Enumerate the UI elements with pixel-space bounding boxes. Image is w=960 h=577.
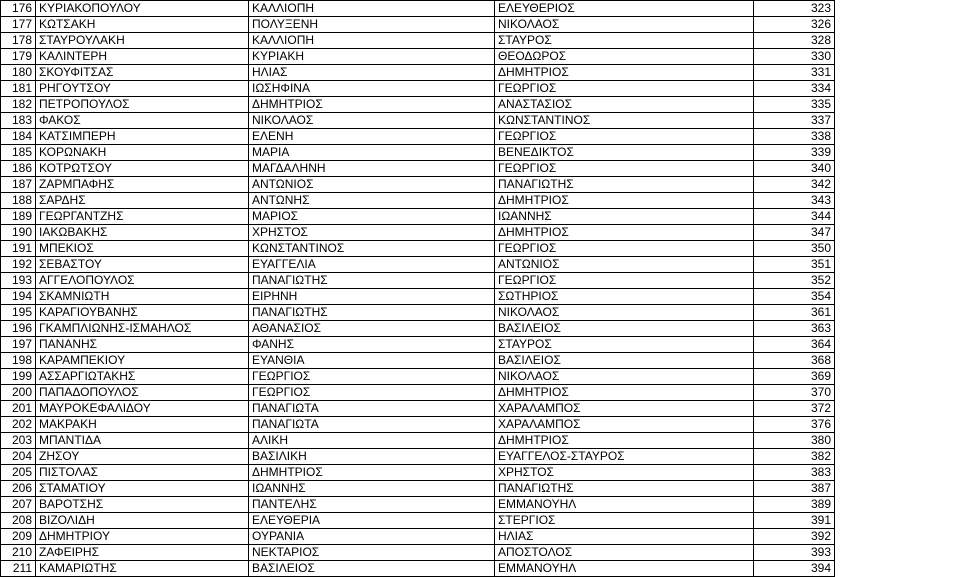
row-number-cell: 177 [1, 17, 36, 33]
first-name-cell: ΑΘΑΝΑΣΙΟΣ [249, 321, 495, 337]
table-row [1, 225, 835, 241]
surname-cell: ΣΤΑΥΡΟΥΛΑΚΗ [36, 33, 249, 49]
table-row [1, 49, 835, 65]
row-number-cell: 196 [1, 321, 36, 337]
first-name-cell: ΠΟΛΥΞΕΝΗ [249, 17, 495, 33]
surname-cell: ΑΣΣΑΡΓΙΩΤΑΚΗΣ [36, 369, 249, 385]
code-cell: 368 [754, 353, 835, 369]
father-name-cell: ΑΝΑΣΤΑΣΙΟΣ [495, 97, 754, 113]
row-number-cell: 195 [1, 305, 36, 321]
surname-cell: ΠΕΤΡΟΠΟΥΛΟΣ [36, 97, 249, 113]
first-name-cell: ΝΕΚΤΑΡΙΟΣ [249, 545, 495, 561]
first-name-cell: ΠΑΝΑΓΙΩΤΑ [249, 417, 495, 433]
father-name-cell: ΝΙΚΟΛΑΟΣ [495, 369, 754, 385]
table-row [1, 241, 835, 257]
row-number-cell: 205 [1, 465, 36, 481]
father-name-cell: ΓΕΩΡΓΙΟΣ [495, 273, 754, 289]
father-name-cell: ΕΛΕΥΘΕΡΙΟΣ [495, 1, 754, 17]
father-name-cell: ΝΙΚΟΛΑΟΣ [495, 17, 754, 33]
surname-cell: ΜΑΚΡΑΚΗ [36, 417, 249, 433]
row-number-cell: 203 [1, 433, 36, 449]
surname-cell: ΓΚΑΜΠΛΙΩΝΗΣ-ΙΣΜΑΗΛΟΣ [36, 321, 249, 337]
first-name-cell: ΕΥΑΓΓΕΛΙΑ [249, 257, 495, 273]
row-number-cell: 210 [1, 545, 36, 561]
first-name-cell: ΙΩΑΝΝΗΣ [249, 481, 495, 497]
father-name-cell: ΧΡΗΣΤΟΣ [495, 465, 754, 481]
father-name-cell: ΔΗΜΗΤΡΙΟΣ [495, 193, 754, 209]
surname-cell: ΚΑΛΙΝΤΕΡΗ [36, 49, 249, 65]
father-name-cell: ΣΤΑΥΡΟΣ [495, 337, 754, 353]
first-name-cell: ΗΛΙΑΣ [249, 65, 495, 81]
surname-cell: ΚΑΜΑΡΙΩΤΗΣ [36, 561, 249, 577]
father-name-cell: ΒΑΣΙΛΕΙΟΣ [495, 321, 754, 337]
code-cell: 326 [754, 17, 835, 33]
row-number-cell: 199 [1, 369, 36, 385]
first-name-cell: ΕΥΑΝΘΙΑ [249, 353, 495, 369]
surname-cell: ΚΑΡΑΜΠΕΚΙΟΥ [36, 353, 249, 369]
table-row [1, 337, 835, 353]
code-cell: 392 [754, 529, 835, 545]
surname-cell: ΠΙΣΤΟΛΑΣ [36, 465, 249, 481]
row-number-cell: 198 [1, 353, 36, 369]
table-row [1, 97, 835, 113]
table-row [1, 561, 835, 577]
table-row [1, 145, 835, 161]
father-name-cell: ΓΕΩΡΓΙΟΣ [495, 81, 754, 97]
table-row [1, 33, 835, 49]
father-name-cell: ΣΤΕΡΓΙΟΣ [495, 513, 754, 529]
father-name-cell: ΔΗΜΗΤΡΙΟΣ [495, 225, 754, 241]
row-number-cell: 197 [1, 337, 36, 353]
row-number-cell: 181 [1, 81, 36, 97]
table-row [1, 545, 835, 561]
first-name-cell: ΝΙΚΟΛΑΟΣ [249, 113, 495, 129]
row-number-cell: 189 [1, 209, 36, 225]
code-cell: 323 [754, 1, 835, 17]
first-name-cell: ΜΑΡΙΟΣ [249, 209, 495, 225]
code-cell: 363 [754, 321, 835, 337]
father-name-cell: ΣΤΑΥΡΟΣ [495, 33, 754, 49]
surname-cell: ΔΗΜΗΤΡΙΟΥ [36, 529, 249, 545]
father-name-cell: ΚΩΝΣΤΑΝΤΙΝΟΣ [495, 113, 754, 129]
code-cell: 393 [754, 545, 835, 561]
father-name-cell: ΓΕΩΡΓΙΟΣ [495, 161, 754, 177]
row-number-cell: 207 [1, 497, 36, 513]
first-name-cell: ΑΝΤΩΝΙΟΣ [249, 177, 495, 193]
table-row [1, 193, 835, 209]
surname-cell: ΜΑΥΡΟΚΕΦΑΛΙΔΟΥ [36, 401, 249, 417]
row-number-cell: 186 [1, 161, 36, 177]
surname-cell: ΚΩΤΣΑΚΗ [36, 17, 249, 33]
first-name-cell: ΕΛΕΝΗ [249, 129, 495, 145]
row-number-cell: 188 [1, 193, 36, 209]
first-name-cell: ΕΛΕΥΘΕΡΙΑ [249, 513, 495, 529]
code-cell: 372 [754, 401, 835, 417]
father-name-cell: ΧΑΡΑΛΑΜΠΟΣ [495, 401, 754, 417]
surname-cell: ΒΙΖΟΛΙΔΗ [36, 513, 249, 529]
code-cell: 361 [754, 305, 835, 321]
records-table-body [1, 1, 835, 577]
table-row [1, 385, 835, 401]
table-row [1, 433, 835, 449]
code-cell: 352 [754, 273, 835, 289]
surname-cell: ΚΑΤΣΙΜΠΕΡΗ [36, 129, 249, 145]
first-name-cell: ΙΩΣΗΦΙΝΑ [249, 81, 495, 97]
table-row [1, 129, 835, 145]
row-number-cell: 179 [1, 49, 36, 65]
father-name-cell: ΓΕΩΡΓΙΟΣ [495, 129, 754, 145]
surname-cell: ΓΕΩΡΓΑΝΤΖΗΣ [36, 209, 249, 225]
surname-cell: ΡΗΓΟΥΤΣΟΥ [36, 81, 249, 97]
row-number-cell: 178 [1, 33, 36, 49]
table-row [1, 465, 835, 481]
code-cell: 331 [754, 65, 835, 81]
first-name-cell: ΠΑΝΑΓΙΩΤΑ [249, 401, 495, 417]
row-number-cell: 202 [1, 417, 36, 433]
code-cell: 391 [754, 513, 835, 529]
table-row [1, 273, 835, 289]
surname-cell: ΣΑΡΔΗΣ [36, 193, 249, 209]
surname-cell: ΣΚΑΜΝΙΩΤΗ [36, 289, 249, 305]
surname-cell: ΚΟΡΩΝΑΚΗ [36, 145, 249, 161]
first-name-cell: ΒΑΣΙΛΙΚΗ [249, 449, 495, 465]
code-cell: 338 [754, 129, 835, 145]
first-name-cell: ΑΝΤΩΝΗΣ [249, 193, 495, 209]
row-number-cell: 184 [1, 129, 36, 145]
surname-cell: ΙΑΚΩΒΑΚΗΣ [36, 225, 249, 241]
father-name-cell: ΔΗΜΗΤΡΙΟΣ [495, 433, 754, 449]
first-name-cell: ΑΛΙΚΗ [249, 433, 495, 449]
surname-cell: ΜΠΕΚΙΟΣ [36, 241, 249, 257]
code-cell: 344 [754, 209, 835, 225]
code-cell: 330 [754, 49, 835, 65]
father-name-cell: ΘΕΟΔΩΡΟΣ [495, 49, 754, 65]
first-name-cell: ΚΑΛΛΙΟΠΗ [249, 33, 495, 49]
row-number-cell: 182 [1, 97, 36, 113]
surname-cell: ΚΥΡΙΑΚΟΠΟΥΛΟΥ [36, 1, 249, 17]
first-name-cell: ΚΑΛΛΙΟΠΗ [249, 1, 495, 17]
first-name-cell: ΔΗΜΗΤΡΙΟΣ [249, 97, 495, 113]
table-row [1, 1, 835, 17]
first-name-cell: ΦΑΝΗΣ [249, 337, 495, 353]
table-row [1, 513, 835, 529]
surname-cell: ΖΗΣΟΥ [36, 449, 249, 465]
first-name-cell: ΧΡΗΣΤΟΣ [249, 225, 495, 241]
table-row [1, 369, 835, 385]
table-row [1, 65, 835, 81]
row-number-cell: 208 [1, 513, 36, 529]
surname-cell: ΦΑΚΟΣ [36, 113, 249, 129]
code-cell: 335 [754, 97, 835, 113]
father-name-cell: ΕΜΜΑΝΟΥΗΛ [495, 497, 754, 513]
surname-cell: ΒΑΡΟΤΣΗΣ [36, 497, 249, 513]
table-row [1, 257, 835, 273]
row-number-cell: 209 [1, 529, 36, 545]
father-name-cell: ΒΑΣΙΛΕΙΟΣ [495, 353, 754, 369]
code-cell: 342 [754, 177, 835, 193]
table-row [1, 209, 835, 225]
first-name-cell: ΚΩΝΣΤΑΝΤΙΝΟΣ [249, 241, 495, 257]
row-number-cell: 185 [1, 145, 36, 161]
code-cell: 382 [754, 449, 835, 465]
first-name-cell: ΠΑΝΤΕΛΗΣ [249, 497, 495, 513]
row-number-cell: 204 [1, 449, 36, 465]
surname-cell: ΠΑΝΑΝΗΣ [36, 337, 249, 353]
father-name-cell: ΗΛΙΑΣ [495, 529, 754, 545]
code-cell: 343 [754, 193, 835, 209]
code-cell: 376 [754, 417, 835, 433]
row-number-cell: 200 [1, 385, 36, 401]
father-name-cell: ΒΕΝΕΔΙΚΤΟΣ [495, 145, 754, 161]
row-number-cell: 191 [1, 241, 36, 257]
first-name-cell: ΟΥΡΑΝΙΑ [249, 529, 495, 545]
father-name-cell: ΠΑΝΑΓΙΩΤΗΣ [495, 481, 754, 497]
father-name-cell: ΑΝΤΩΝΙΟΣ [495, 257, 754, 273]
code-cell: 354 [754, 289, 835, 305]
code-cell: 347 [754, 225, 835, 241]
father-name-cell: ΔΗΜΗΤΡΙΟΣ [495, 385, 754, 401]
row-number-cell: 183 [1, 113, 36, 129]
first-name-cell: ΠΑΝΑΓΙΩΤΗΣ [249, 305, 495, 321]
surname-cell: ΣΕΒΑΣΤΟΥ [36, 257, 249, 273]
first-name-cell: ΠΑΝΑΓΙΩΤΗΣ [249, 273, 495, 289]
code-cell: 351 [754, 257, 835, 273]
surname-cell: ΑΓΓΕΛΟΠΟΥΛΟΣ [36, 273, 249, 289]
table-row [1, 529, 835, 545]
code-cell: 370 [754, 385, 835, 401]
code-cell: 339 [754, 145, 835, 161]
code-cell: 340 [754, 161, 835, 177]
table-row [1, 113, 835, 129]
code-cell: 350 [754, 241, 835, 257]
first-name-cell: ΕΙΡΗΝΗ [249, 289, 495, 305]
table-row [1, 449, 835, 465]
row-number-cell: 206 [1, 481, 36, 497]
row-number-cell: 190 [1, 225, 36, 241]
father-name-cell: ΓΕΩΡΓΙΟΣ [495, 241, 754, 257]
code-cell: 387 [754, 481, 835, 497]
code-cell: 337 [754, 113, 835, 129]
father-name-cell: ΙΩΑΝΝΗΣ [495, 209, 754, 225]
surname-cell: ΚΟΤΡΩΤΣΟΥ [36, 161, 249, 177]
surname-cell: ΖΑΡΜΠΑΦΗΣ [36, 177, 249, 193]
father-name-cell: ΔΗΜΗΤΡΙΟΣ [495, 65, 754, 81]
code-cell: 394 [754, 561, 835, 577]
code-cell: 389 [754, 497, 835, 513]
table-row [1, 417, 835, 433]
first-name-cell: ΜΑΓΔΑΛΗΝΗ [249, 161, 495, 177]
table-row [1, 497, 835, 513]
surname-cell: ΠΑΠΑΔΟΠΟΥΛΟΣ [36, 385, 249, 401]
surname-cell: ΜΠΑΝΤΙΔΑ [36, 433, 249, 449]
row-number-cell: 193 [1, 273, 36, 289]
father-name-cell: ΣΩΤΗΡΙΟΣ [495, 289, 754, 305]
father-name-cell: ΕΜΜΑΝΟΥΗΛ [495, 561, 754, 577]
father-name-cell: ΑΠΟΣΤΟΛΟΣ [495, 545, 754, 561]
first-name-cell: ΚΥΡΙΑΚΗ [249, 49, 495, 65]
row-number-cell: 211 [1, 561, 36, 577]
surname-cell: ΣΤΑΜΑΤΙΟΥ [36, 481, 249, 497]
table-row [1, 81, 835, 97]
first-name-cell: ΓΕΩΡΓΙΟΣ [249, 369, 495, 385]
row-number-cell: 176 [1, 1, 36, 17]
row-number-cell: 194 [1, 289, 36, 305]
first-name-cell: ΔΗΜΗΤΡΙΟΣ [249, 465, 495, 481]
code-cell: 334 [754, 81, 835, 97]
table-row [1, 401, 835, 417]
code-cell: 383 [754, 465, 835, 481]
surname-cell: ΚΑΡΑΓΙΟΥΒΑΝΗΣ [36, 305, 249, 321]
table-row [1, 321, 835, 337]
table-row [1, 289, 835, 305]
table-row [1, 17, 835, 33]
surname-cell: ΣΚΟΥΦΙΤΣΑΣ [36, 65, 249, 81]
row-number-cell: 187 [1, 177, 36, 193]
table-row [1, 481, 835, 497]
first-name-cell: ΜΑΡΙΑ [249, 145, 495, 161]
father-name-cell: ΕΥΑΓΓΕΛΟΣ-ΣΤΑΥΡΟΣ [495, 449, 754, 465]
code-cell: 380 [754, 433, 835, 449]
table-row [1, 177, 835, 193]
father-name-cell: ΧΑΡΑΛΑΜΠΟΣ [495, 417, 754, 433]
table-row [1, 353, 835, 369]
table-row [1, 305, 835, 321]
code-cell: 328 [754, 33, 835, 49]
surname-cell: ΖΑΦΕΙΡΗΣ [36, 545, 249, 561]
first-name-cell: ΓΕΩΡΓΙΟΣ [249, 385, 495, 401]
first-name-cell: ΒΑΣΙΛΕΙΟΣ [249, 561, 495, 577]
row-number-cell: 201 [1, 401, 36, 417]
father-name-cell: ΝΙΚΟΛΑΟΣ [495, 305, 754, 321]
code-cell: 369 [754, 369, 835, 385]
row-number-cell: 192 [1, 257, 36, 273]
father-name-cell: ΠΑΝΑΓΙΩΤΗΣ [495, 177, 754, 193]
row-number-cell: 180 [1, 65, 36, 81]
table-row [1, 161, 835, 177]
code-cell: 364 [754, 337, 835, 353]
